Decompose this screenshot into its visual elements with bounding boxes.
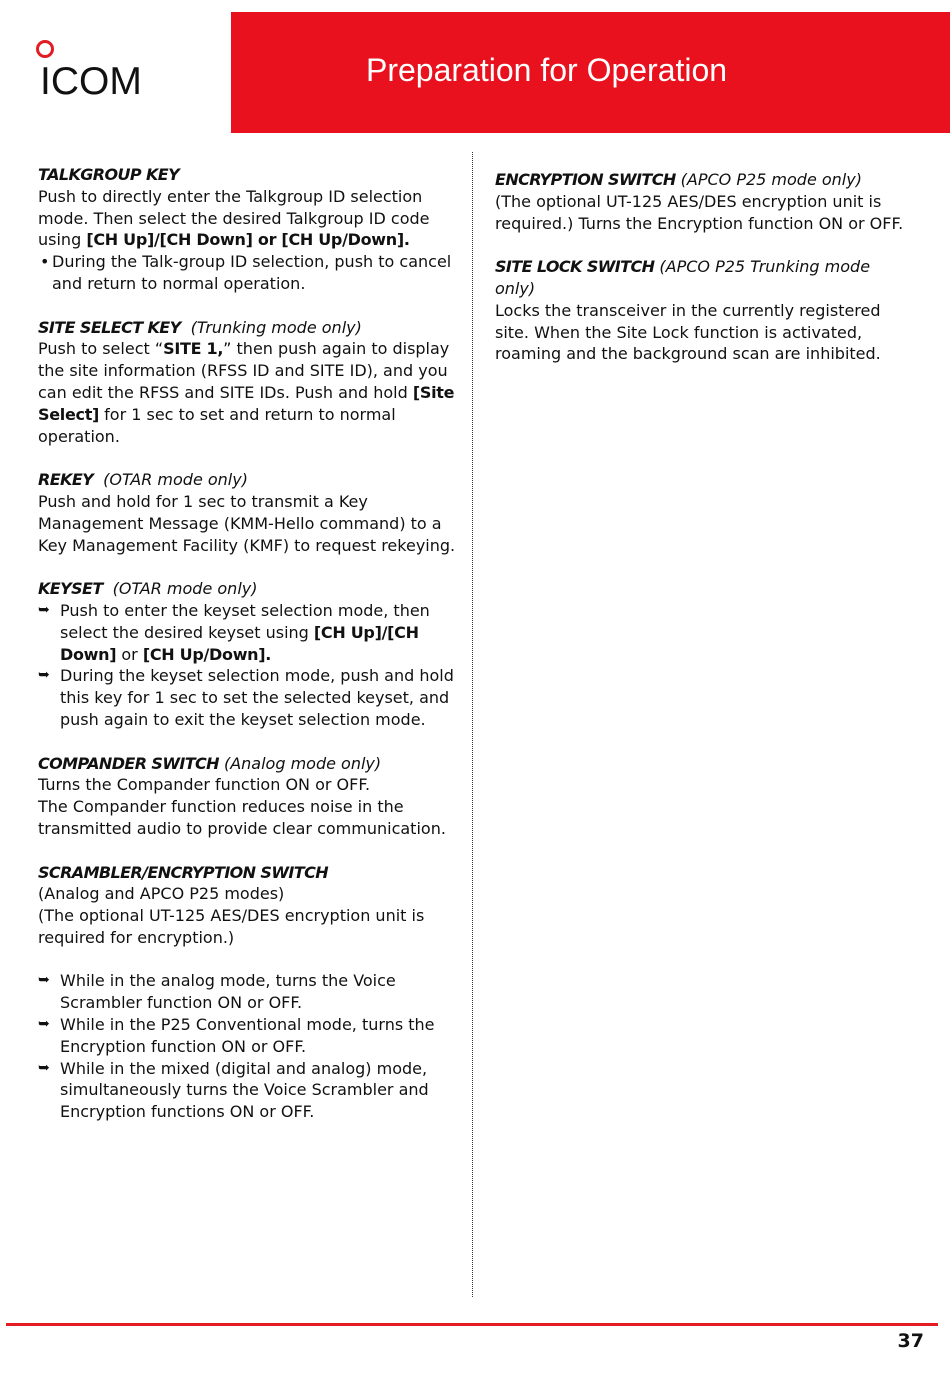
- logo-ring-icon: [36, 40, 54, 58]
- arrow-icon: ➥: [38, 972, 50, 989]
- site-lock-switch-title-text: SITE LOCK SWITCH: [495, 257, 655, 277]
- talkgroup-key-bullet: [38, 251, 458, 295]
- compander-switch-qualifier: (Analog mode only): [223, 753, 382, 773]
- compander-switch-title-text: COMPANDER SWITCH: [38, 753, 219, 773]
- scrambler-item-text: While in the analog mode, turns the Voice Scrambler function ON or OFF.: [60, 971, 396, 1013]
- site-lock-switch-section: [495, 256, 915, 365]
- arrow-icon: ➥: [38, 601, 50, 618]
- site-select-key-title-text: SITE SELECT KEY: [38, 317, 181, 337]
- site-select-text-3: for 1 sec to set and return to normal operation.: [38, 404, 396, 446]
- bullet-icon: •: [40, 252, 50, 272]
- site-select-text-1: Push to select “: [38, 339, 164, 359]
- site-select-key-label: [Site Select]: [38, 382, 455, 424]
- scrambler-encryption-section: [38, 862, 458, 1124]
- footer-line: [6, 1323, 938, 1326]
- site-select-text-2: ” then push again to display the site information (RFSS ID and SITE ID), and you can edit the RFSS and SITE IDs. Push and hold: [38, 339, 450, 402]
- spacer: [38, 949, 458, 971]
- keyset-item-text: Push to enter the keyset selection mode, then select the desired keyset using: [60, 600, 430, 642]
- rekey-qualifier: (OTAR mode only): [103, 470, 248, 490]
- rekey-section: [38, 469, 458, 556]
- rekey-body: Push and hold for 1 sec to transmit a Key Management Message (KMM-Hello command) to a Key Management Facility (KMF) to request rekeying.: [38, 491, 456, 555]
- rekey-title: [38, 469, 458, 491]
- compander-switch-section: [38, 753, 458, 840]
- compander-switch-line-1: Turns the Compander function ON or OFF.: [38, 775, 371, 795]
- encryption-switch-title: [495, 169, 915, 191]
- keyset-or: or: [116, 644, 143, 664]
- keyset-key-1: [CH Up]/[CH Down]: [60, 622, 419, 664]
- scrambler-item: [38, 970, 458, 1014]
- encryption-switch-title-text: ENCRYPTION SWITCH: [495, 170, 676, 189]
- scrambler-item: [38, 1058, 458, 1123]
- logo-text: ICOM: [40, 60, 142, 103]
- scrambler-item-text: While in the mixed (digital and analog) mode, simultaneously turns the Voice Scrambler and Encryption functions ON or OFF.: [60, 1058, 429, 1122]
- keyset-section: [38, 578, 458, 731]
- scrambler-item: [38, 1014, 458, 1058]
- page-title: Preparation for Operation: [366, 52, 728, 88]
- arrow-icon: ➥: [38, 667, 50, 684]
- arrow-icon: ➥: [38, 1059, 50, 1076]
- scrambler-encryption-line-2: (The optional UT-125 AES/DES encryption unit is required for encryption.): [38, 906, 425, 947]
- talkgroup-key-keys: [CH Up]/[CH Down] or [CH Up/Down].: [86, 230, 410, 250]
- arrow-icon: ➥: [38, 1016, 50, 1033]
- page-number: 37: [897, 1330, 924, 1352]
- right-column: [495, 169, 915, 387]
- site-select-key-title: [38, 317, 458, 339]
- keyset-item: [38, 665, 458, 730]
- talkgroup-key-section: [38, 164, 458, 295]
- site-1-label: SITE 1,: [163, 339, 224, 359]
- column-divider: [472, 152, 473, 1297]
- rekey-title-text: REKEY: [38, 470, 94, 490]
- keyset-title: [38, 578, 458, 600]
- talkgroup-key-text: Push to directly enter the Talkgroup ID selection mode. Then select the desired Talkgroup ID code using: [38, 186, 430, 250]
- keyset-key-2: [CH Up/Down].: [142, 644, 272, 664]
- site-lock-switch-qualifier: (APCO P25 Trunking mode only): [495, 257, 871, 298]
- site-lock-switch-body: Locks the transceiver in the currently registered site. When the Site Lock function is activated, roaming and the background scan are inhibited.: [495, 300, 881, 364]
- encryption-switch-section: [495, 169, 915, 234]
- scrambler-item-text: While in the P25 Conventional mode, turns the Encryption function ON or OFF.: [60, 1015, 435, 1056]
- scrambler-encryption-line-1: (Analog and APCO P25 modes): [38, 884, 285, 904]
- keyset-item: [38, 600, 458, 665]
- encryption-switch-qualifier: (APCO P25 mode only): [680, 170, 862, 189]
- compander-switch-line-2: The Compander function reduces noise in the transmitted audio to provide clear communication.: [38, 797, 446, 838]
- talkgroup-key-bullet-text: During the Talk-group ID selection, push to cancel and return to normal operation.: [52, 252, 452, 293]
- keyset-qualifier: (OTAR mode only): [112, 579, 258, 599]
- encryption-switch-body: (The optional UT-125 AES/DES encryption unit is required.) Turns the Encryption function ON or OFF.: [495, 191, 904, 233]
- icom-logo: [36, 40, 166, 102]
- keyset-title-text: KEYSET: [38, 579, 103, 599]
- talkgroup-key-title: TALKGROUP KEY: [38, 165, 180, 184]
- site-select-key-section: [38, 317, 458, 448]
- header-bar: [231, 12, 950, 133]
- site-select-key-qualifier: (Trunking mode only): [190, 317, 362, 337]
- site-select-key-body: [38, 338, 458, 447]
- compander-switch-title: [38, 753, 458, 775]
- site-lock-switch-title: [495, 256, 915, 300]
- talkgroup-key-body: [38, 186, 458, 251]
- scrambler-encryption-title: SCRAMBLER/ENCRYPTION SWITCH: [38, 862, 329, 882]
- keyset-item-text: During the keyset selection mode, push and hold this key for 1 sec to set the selected keyset, and push again to exit the keyset selection mode.: [60, 666, 454, 729]
- left-column: [38, 164, 458, 1145]
